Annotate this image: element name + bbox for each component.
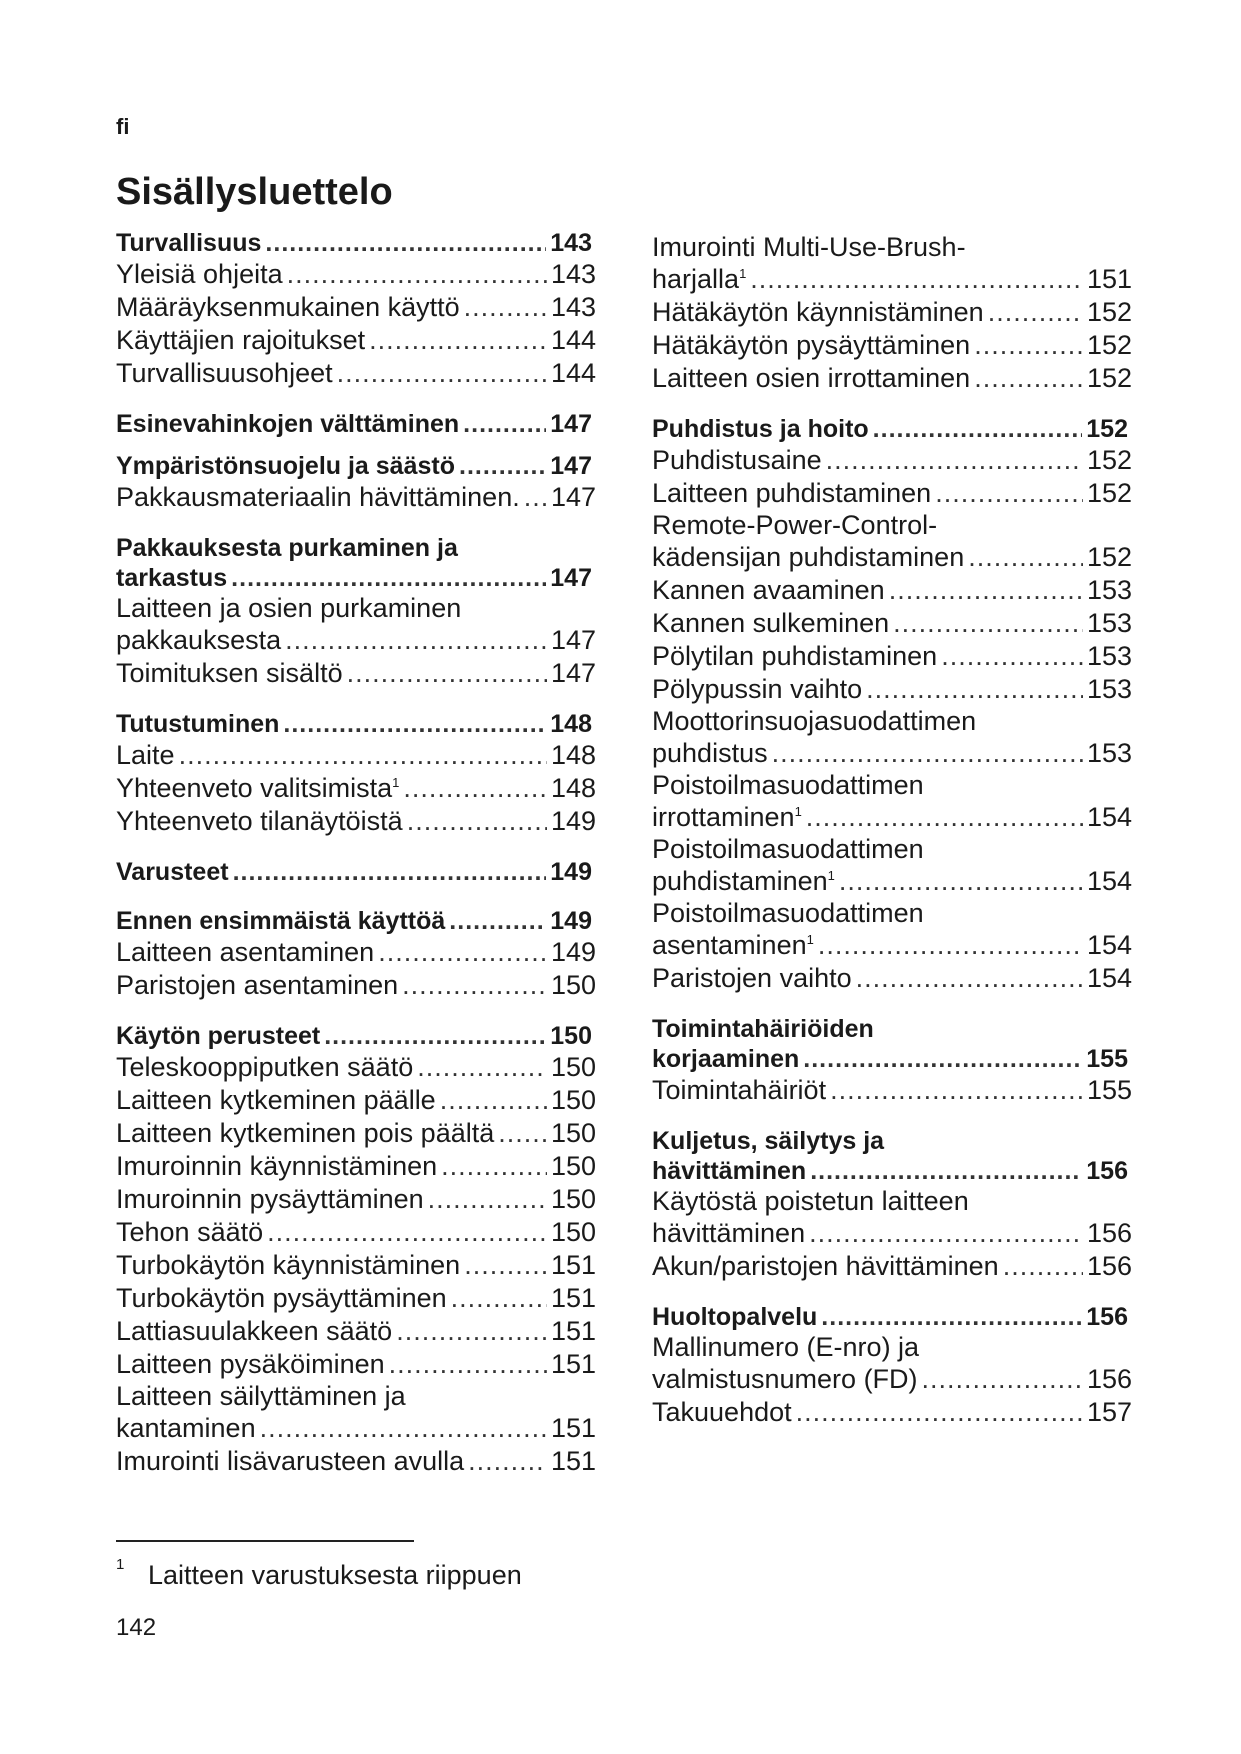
toc-entry-line[interactable]: Laitteen säilyttäminen ja	[116, 1381, 406, 1411]
toc-entry[interactable]: pakkauksesta ..... 147	[116, 624, 596, 657]
toc-entry[interactable]: Imuroinnin pysäyttäminen ..... 150	[116, 1183, 596, 1216]
toc-entry[interactable]: Puhdistusaine ..... 152	[652, 444, 1132, 477]
toc-entry[interactable]: Laitteen pysäköiminen ..... 151	[116, 1348, 596, 1381]
toc-section-ymparisto	[116, 451, 596, 514]
toc-entry[interactable]: Toimituksen sisältö ..... 147	[116, 657, 596, 690]
toc-entry[interactable]: Laitteen kytkeminen pois päältä ..... 150	[116, 1117, 596, 1150]
toc-entry[interactable]: Yhteenveto tilanäytöistä ..... 149	[116, 805, 596, 838]
toc-heading[interactable]: Ennen ensimmäistä käyttöä ..... 149	[116, 906, 596, 936]
toc-entry[interactable]: Takuuehdot ..... 157	[652, 1396, 1132, 1429]
toc-entry-line[interactable]: Moottorinsuojasuodattimen	[652, 706, 977, 736]
toc-entry[interactable]: kantaminen ..... 151	[116, 1412, 596, 1445]
toc-entry[interactable]: harjalla$^1$ ..... 151	[652, 263, 1132, 296]
toc-entry[interactable]: Yleisiä ohjeita ..... 143	[116, 258, 596, 291]
toc-heading[interactable]: Turvallisuus ..... 143	[116, 228, 596, 258]
toc-heading[interactable]: Tutustuminen ..... 148	[116, 709, 596, 739]
toc-entry[interactable]: Laitteen kytkeminen päälle ..... 150	[116, 1084, 596, 1117]
toc-section-ennen-kayttoa	[116, 906, 596, 1002]
toc-entry[interactable]: Käyttäjien rajoitukset ..... 144	[116, 324, 596, 357]
toc-entry[interactable]: Yhteenveto valitsimista$^1$ ..... 148	[116, 772, 596, 805]
toc-entry[interactable]: kädensijan puhdistaminen ..... 152	[652, 541, 1132, 574]
toc-heading-line[interactable]: Kuljetus, säilytys ja	[652, 1127, 885, 1155]
footnote-ref: 1	[392, 775, 400, 790]
toc-heading-line[interactable]: Pakkauksesta purkaminen ja	[116, 534, 458, 562]
toc-entry-line[interactable]: Imurointi Multi-Use-Brush-	[652, 232, 966, 262]
footnote-ref: 1	[806, 932, 814, 947]
toc-entry[interactable]: Tehon säätö ..... 150	[116, 1216, 596, 1249]
toc-heading[interactable]: Ympäristönsuojelu ja säästö ..... 147	[116, 451, 596, 481]
toc-entry[interactable]: Kannen avaaminen ..... 153	[652, 574, 1132, 607]
toc-entry[interactable]: irrottaminen$^1$ ..... 154	[652, 801, 1132, 834]
page-title: Sisällysluettelo	[116, 171, 393, 213]
toc-entry-line[interactable]: Poistoilmasuodattimen	[652, 770, 924, 800]
toc-section-kayton-perusteet	[116, 1021, 596, 1478]
toc-entry[interactable]: puhdistus ..... 153	[652, 737, 1132, 770]
toc-section-continued	[652, 232, 1132, 395]
toc-entry[interactable]: Turbokäytön käynnistäminen ..... 151	[116, 1249, 596, 1282]
toc-entry[interactable]: Pölytilan puhdistaminen ..... 153	[652, 640, 1132, 673]
toc-entry[interactable]: hävittäminen ..... 156	[652, 1217, 1132, 1250]
toc-entry[interactable]: Lattiasuulakkeen säätö ..... 151	[116, 1315, 596, 1348]
toc-entry[interactable]: Paristojen vaihto ..... 154	[652, 962, 1132, 995]
toc-section-toimintahairiot	[652, 1014, 1132, 1107]
toc-section-varusteet	[116, 857, 596, 887]
toc-left-column	[116, 228, 596, 1478]
toc-section-kuljetus	[652, 1126, 1132, 1283]
toc-right-column	[652, 232, 1132, 1429]
toc-entry[interactable]: Imuroinnin käynnistäminen ..... 150	[116, 1150, 596, 1183]
toc-entry[interactable]: puhdistaminen$^1$ ..... 154	[652, 865, 1132, 898]
footnote-ref: 1	[794, 804, 802, 819]
toc-entry[interactable]: Laitteen osien irrottaminen ..... 152	[652, 362, 1132, 395]
toc-entry[interactable]: Laitteen asentaminen ..... 149	[116, 936, 596, 969]
toc-entry[interactable]: Turbokäytön pysäyttäminen ..... 151	[116, 1282, 596, 1315]
toc-entry[interactable]: Imurointi lisävarusteen avulla ..... 151	[116, 1445, 596, 1478]
toc-section-esinevahingot	[116, 409, 596, 439]
toc-entry[interactable]: Hätäkäytön pysäyttäminen ..... 152	[652, 329, 1132, 362]
toc-entry[interactable]: Teleskooppiputken säätö ..... 150	[116, 1051, 596, 1084]
toc-entry[interactable]: Toimintahäiriöt ..... 155	[652, 1074, 1132, 1107]
toc-heading[interactable]: Varusteet ..... 149	[116, 857, 596, 887]
toc-entry-line[interactable]: Remote-Power-Control-	[652, 510, 938, 540]
toc-heading[interactable]: tarkastus ..... 147	[116, 563, 596, 593]
toc-heading[interactable]: korjaaminen ..... 155	[652, 1044, 1132, 1074]
toc-entry[interactable]: Laite ..... 148	[116, 739, 596, 772]
toc-entry[interactable]: Paristojen asentaminen ..... 150	[116, 969, 596, 1002]
toc-entry[interactable]: asentaminen$^1$ ..... 154	[652, 929, 1132, 962]
footnote-text: Laitteen varustuksesta riippuen	[148, 1560, 522, 1590]
footnote-ref: 1	[827, 868, 835, 883]
toc-entry[interactable]: valmistusnumero (FD) ..... 156	[652, 1363, 1132, 1396]
toc-heading[interactable]: hävittäminen ..... 156	[652, 1156, 1132, 1186]
toc-entry-line[interactable]: Käytöstä poistetun laitteen	[652, 1186, 969, 1216]
toc-section-tutustuminen	[116, 709, 596, 838]
toc-entry[interactable]: Määräyksenmukainen käyttö ..... 143	[116, 291, 596, 324]
toc-entry-line[interactable]: Laitteen ja osien purkaminen	[116, 593, 462, 623]
toc-heading-line[interactable]: Toimintahäiriöiden	[652, 1015, 874, 1043]
toc-entry[interactable]: Pölypussin vaihto ..... 153	[652, 673, 1132, 706]
toc-entry-line[interactable]: Poistoilmasuodattimen	[652, 898, 924, 928]
toc-section-pakkaus	[116, 533, 596, 690]
toc-section-turvallisuus	[116, 228, 596, 390]
footnote-ref: 1	[739, 266, 747, 281]
footnote-divider	[116, 1540, 414, 1542]
toc-heading[interactable]: Esinevahinkojen välttäminen ..... 147	[116, 409, 596, 439]
toc-heading[interactable]: Puhdistus ja hoito ..... 152	[652, 414, 1132, 444]
language-code: fi	[116, 114, 130, 139]
footnote-mark: 1	[116, 1556, 125, 1573]
toc-entry[interactable]: Hätäkäytön käynnistäminen ..... 152	[652, 296, 1132, 329]
toc-section-huoltopalvelu	[652, 1302, 1132, 1429]
toc-entry-line[interactable]: Mallinumero (E-nro) ja	[652, 1332, 920, 1362]
toc-entry[interactable]: Pakkausmateriaalin hävittäminen. ..... 147	[116, 481, 596, 514]
toc-entry[interactable]: Kannen sulkeminen ..... 153	[652, 607, 1132, 640]
toc-entry[interactable]: Laitteen puhdistaminen ..... 152	[652, 477, 1132, 510]
toc-entry[interactable]: Akun/paristojen hävittäminen ..... 156	[652, 1250, 1132, 1283]
toc-heading[interactable]: Huoltopalvelu ..... 156	[652, 1302, 1132, 1332]
toc-section-puhdistus	[652, 414, 1132, 995]
toc-entry-line[interactable]: Poistoilmasuodattimen	[652, 834, 924, 864]
toc-entry[interactable]: Turvallisuusohjeet ..... 144	[116, 357, 596, 390]
toc-heading[interactable]: Käytön perusteet ..... 150	[116, 1021, 596, 1051]
page-number: 142	[116, 1614, 157, 1641]
